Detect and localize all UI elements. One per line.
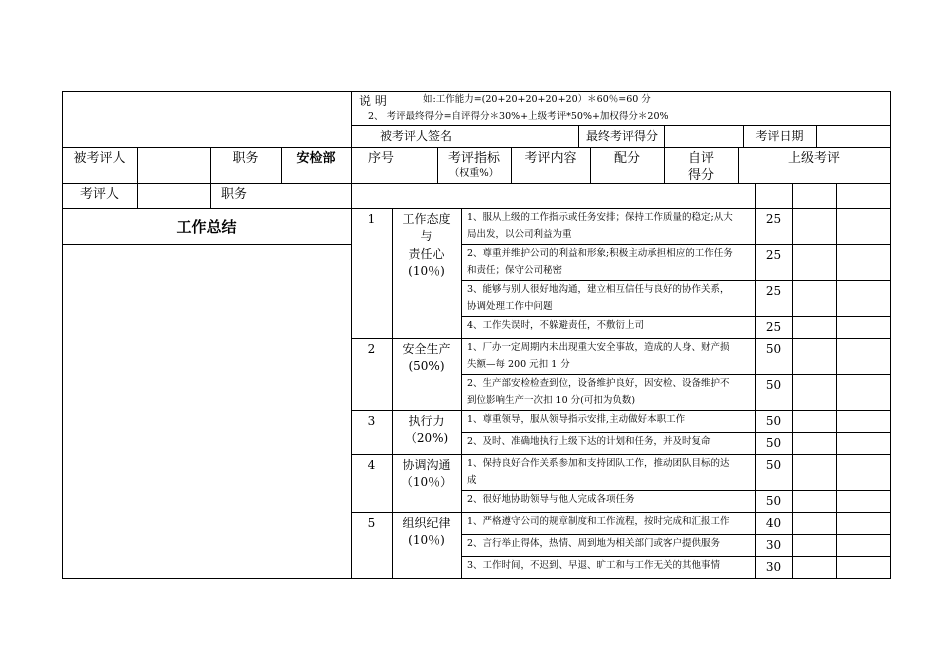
eval-date-label: 考评日期	[755, 129, 804, 143]
final-score-label: 最终考评得分	[585, 129, 658, 143]
group-name-line: 执行力	[408, 414, 445, 428]
item-text-line: 2、尊重并维护公司的利益和形象;积极主动承担相应的工作任务	[467, 248, 733, 259]
self-score-column[interactable]	[793, 209, 836, 578]
item-text-line: 和责任；保守公司秘密	[467, 265, 563, 276]
item-score: 50	[765, 436, 782, 450]
group-name-line: （10％）	[400, 475, 453, 489]
group-name-line: (50%)	[408, 359, 445, 373]
self-eval-header-1: 自评	[687, 151, 714, 166]
item-score: 25	[765, 212, 782, 226]
note-line-1: 如:工作能力=(20+20+20+20+20）＊60％=60 分	[423, 94, 651, 105]
item-score: 50	[765, 342, 782, 356]
group-name-line: 安全生产	[402, 342, 451, 356]
group-name-line: 工作态度	[402, 212, 451, 226]
group-name-line: 责任心	[408, 247, 445, 261]
self-eval-header-2: 得分	[687, 168, 714, 183]
group-name-line: （20%)	[404, 431, 449, 445]
notes-label: 说 明	[359, 94, 387, 108]
department-value: 安检部	[296, 151, 336, 166]
item-score: 25	[765, 320, 782, 334]
group-seq: 3	[367, 414, 376, 428]
item-text-line: 4、工作失误时，不躲避责任，不敷衍上司	[467, 320, 645, 331]
note-line-2: 2、 考评最终得分=自评得分＊30%+上级考评*50%+加权得分＊20%	[368, 111, 669, 122]
item-text-line: 协调处理工作中问题	[467, 301, 553, 312]
item-text-line: 到位影响生产一次扣 10 分(可扣为负数)	[467, 395, 636, 406]
group-name-line: (10％)	[408, 264, 445, 278]
item-text-line: 2、生产部安检检查到位，设备维护良好，因安检、设备维护不	[467, 378, 730, 389]
item-score: 50	[765, 378, 782, 392]
eval-date-field[interactable]	[817, 126, 890, 146]
evaluatee-signature-label: 被考评人签名	[380, 129, 453, 143]
group-name-line: 组织纪律	[402, 516, 451, 530]
work-summary-title: 工作总结	[176, 218, 237, 236]
weight-header: （权重%）	[449, 168, 499, 179]
item-score: 50	[765, 494, 782, 508]
item-text-line: 3、能够与别人很好地沟通，建立相互信任与良好的协作关系，	[467, 284, 730, 295]
position-label: 职务	[232, 151, 259, 166]
group-seq: 1	[367, 212, 376, 226]
superior-score-column[interactable]	[837, 209, 890, 578]
item-score: 25	[765, 248, 782, 262]
item-text-line: 1、严格遵守公司的规章制度和工作流程，按时完成和汇报工作	[467, 516, 730, 527]
item-score: 30	[765, 538, 782, 552]
item-text-line: 失额—每 200 元扣 1 分	[467, 359, 570, 370]
group-seq: 2	[367, 342, 376, 356]
item-text-line: 1、服从上级的工作指示或任务安排；保持工作质量的稳定;从大	[467, 212, 733, 223]
item-text-line: 成	[467, 475, 477, 486]
content-header: 考评内容	[524, 151, 577, 166]
item-text-line: 2、很好地协助领导与他人完成各项任务	[467, 494, 635, 505]
item-text-line: 2、言行举止得体，热情、周到地为相关部门或客户提供服务	[467, 538, 721, 549]
superior-eval-header: 上级考评	[787, 151, 840, 166]
evaluator-position-label: 职务	[221, 187, 248, 202]
evaluator-label: 考评人	[79, 187, 119, 202]
item-text-line: 2、及时、准确地执行上级下达的计划和任务，并及时复命	[467, 436, 711, 447]
evaluatee-signature-field[interactable]	[459, 126, 578, 146]
evaluatee-label: 被考评人	[73, 151, 126, 166]
evaluatee-name-field[interactable]	[138, 148, 210, 183]
item-score: 50	[765, 458, 782, 472]
group-seq: 4	[367, 458, 376, 472]
item-text-line: 1、尊重领导，服从领导指示安排,主动做好本职工作	[467, 414, 686, 425]
item-score: 50	[765, 414, 782, 428]
group-seq: 5	[367, 516, 376, 530]
item-score: 25	[765, 284, 782, 298]
score-header: 配分	[613, 151, 640, 166]
item-score: 40	[765, 516, 782, 530]
evaluator-name-field[interactable]	[138, 184, 210, 208]
group-name-line: 与	[420, 229, 433, 243]
final-score-field[interactable]	[664, 126, 743, 146]
indicator-header: 考评指标	[447, 151, 500, 166]
item-score: 30	[765, 560, 782, 574]
group-name-line: (10％)	[408, 533, 445, 547]
item-text-line: 3、工作时间，不迟到、早退、旷工和与工作无关的其他事情	[467, 560, 721, 571]
item-text-line: 1、厂办一定周期内未出现重大安全事故，造成的人身、财产损	[467, 342, 730, 353]
item-text-line: 1、保持良好合作关系参加和支持团队工作，推动团队目标的达	[467, 458, 730, 469]
group-name-line: 协调沟通	[402, 458, 451, 472]
seq-header: 序号	[368, 151, 395, 166]
item-text-line: 局出发，以公司利益为重	[467, 229, 572, 240]
work-summary-field[interactable]	[63, 245, 351, 578]
